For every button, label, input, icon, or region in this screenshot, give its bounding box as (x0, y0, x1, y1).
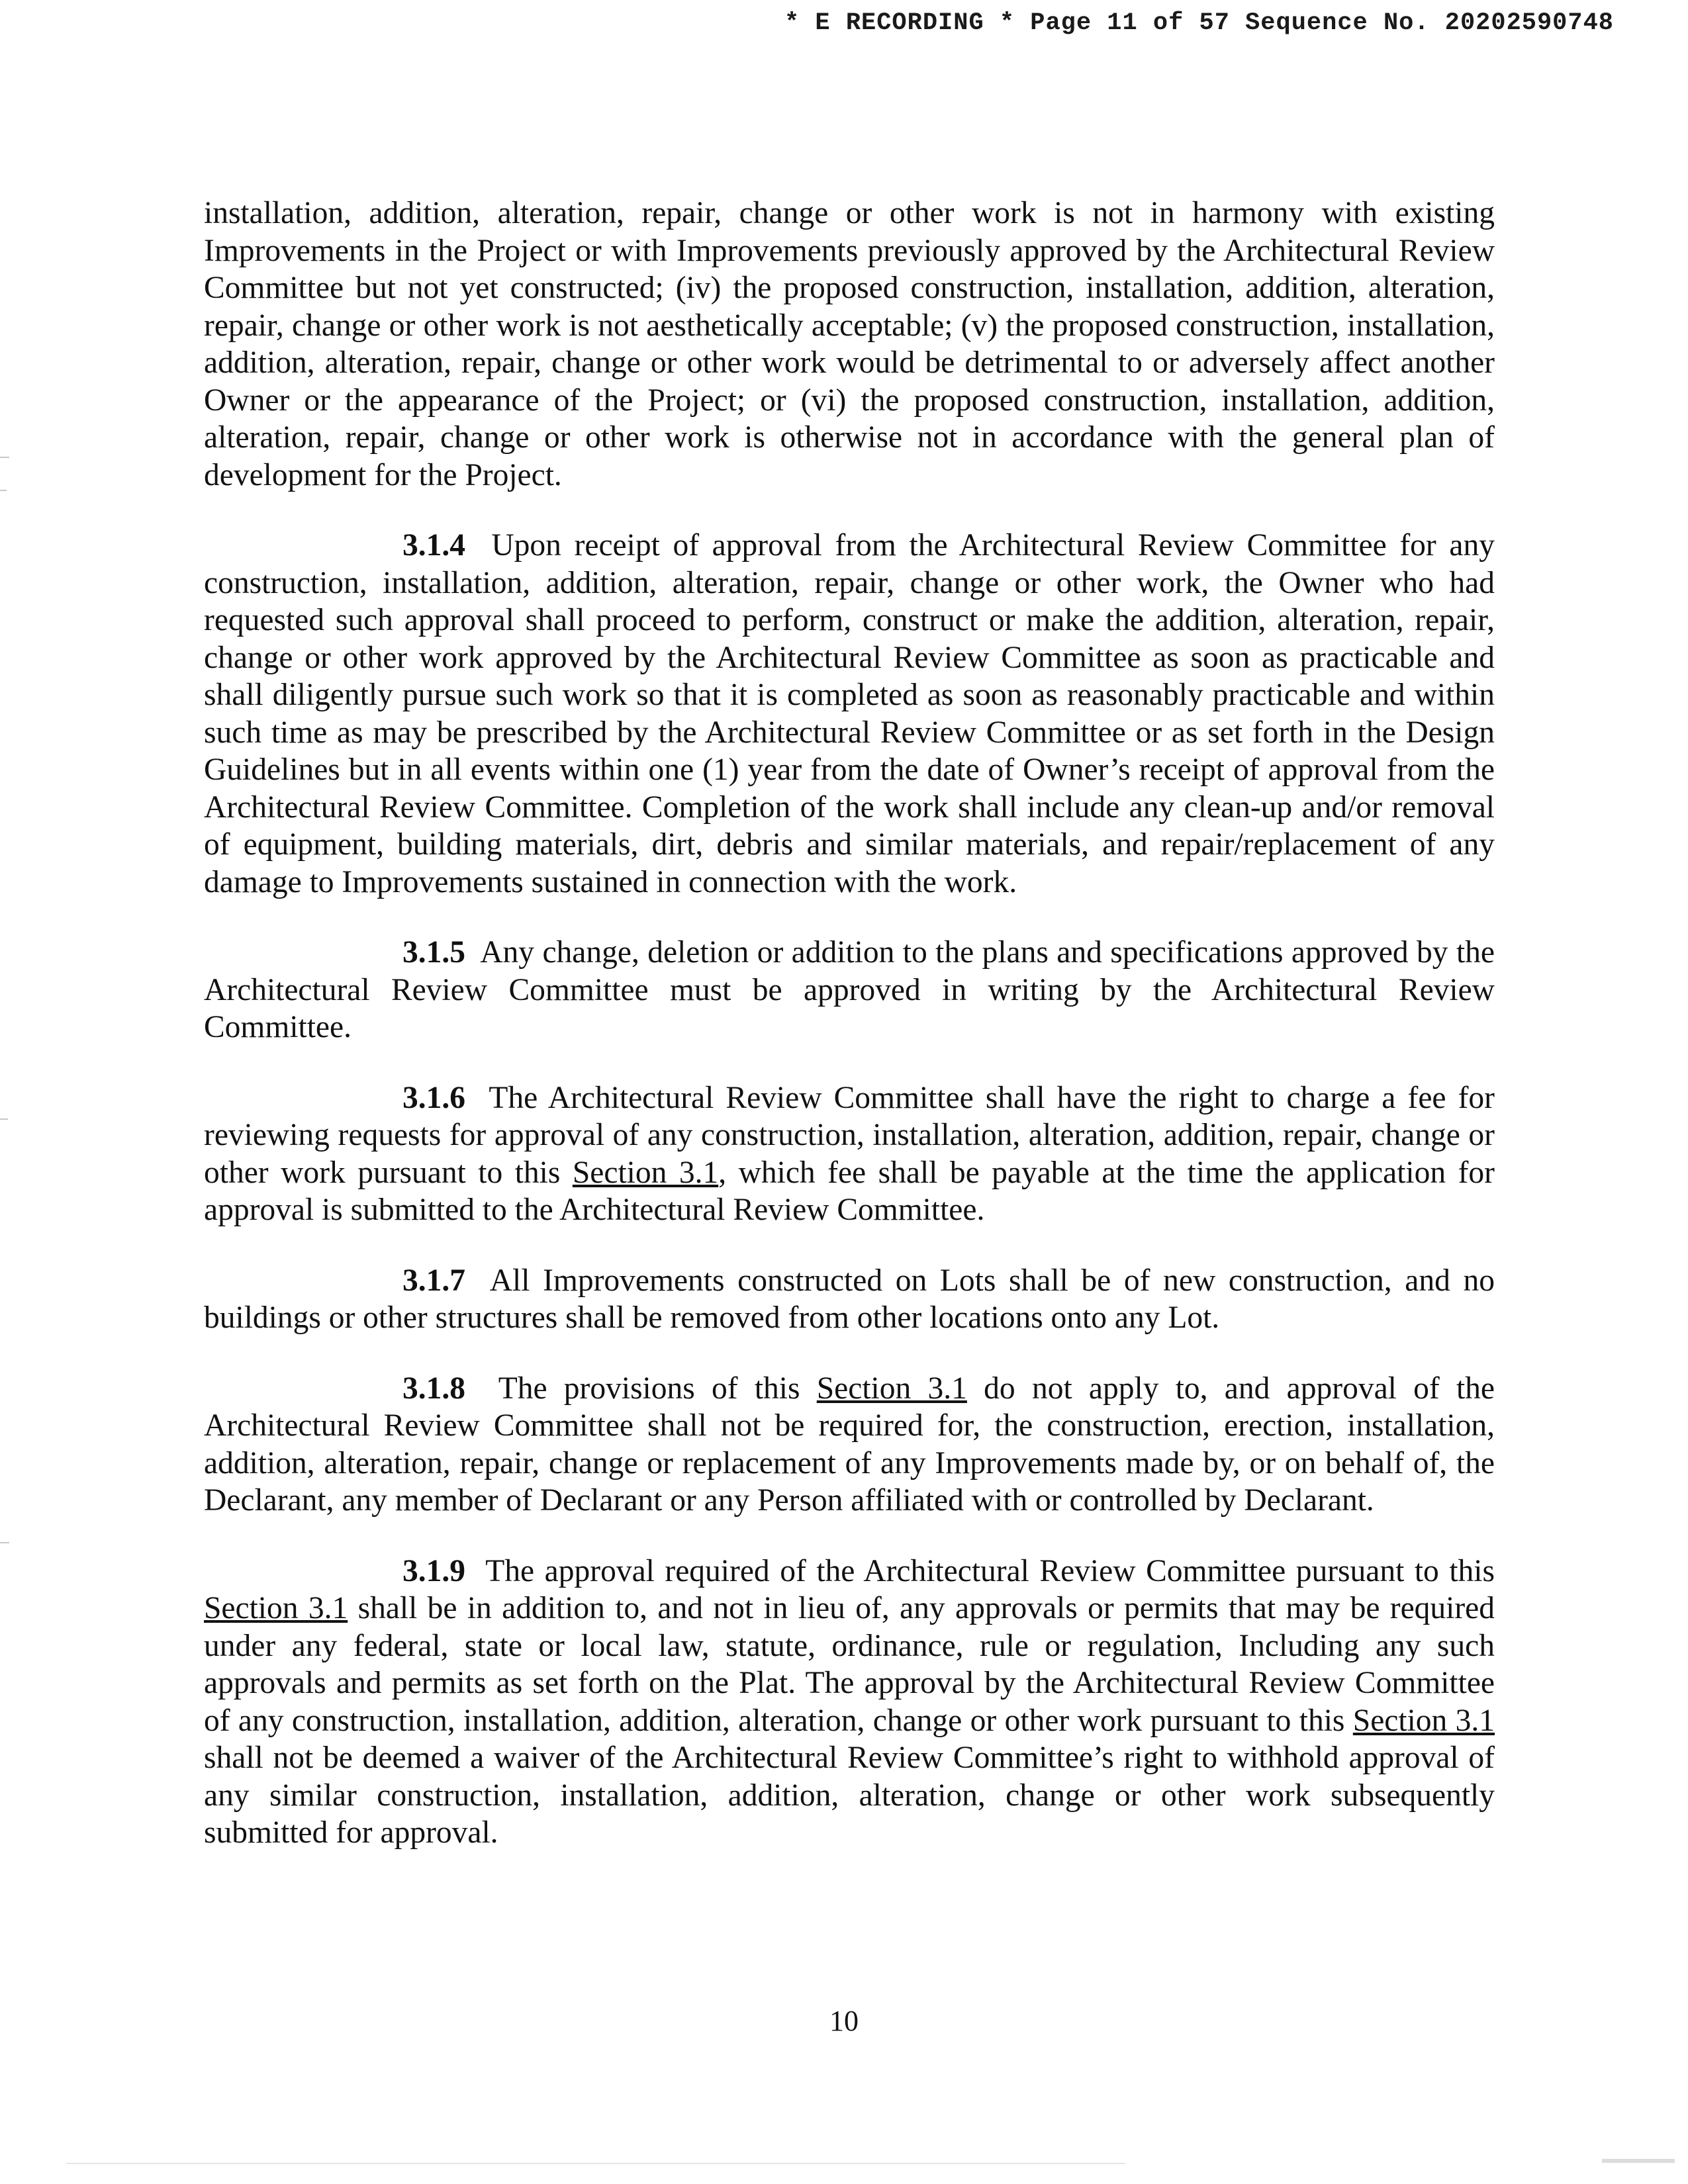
paragraph-3-1-4 (204, 527, 1495, 901)
section-reference: Section 3.1 (572, 1155, 719, 1190)
scan-artifact (1602, 2159, 1675, 2163)
scan-artifact (0, 1542, 9, 1543)
paragraph-3-1-8 (204, 1370, 1495, 1520)
scan-artifact (0, 457, 9, 458)
paragraph-text: Any change, deletion or addition to the plans and specifications approved by the Architectural Review Committee must be approved in writing by the Architectural Review Committee. (204, 935, 1495, 1044)
scan-artifact (0, 490, 7, 491)
paragraph-text: The approval required of the Architectural Review Committee pursuant to this (485, 1553, 1495, 1588)
recording-header: * E RECORDING * Page 11 of 57 Sequence No. 20202590748 (784, 9, 1614, 37)
section-number: 3.1.4 (402, 528, 465, 563)
paragraph-text: All Improvements constructed on Lots shall be of new construction, and no buildings or other structures shall be removed from other locations onto any Lot. (204, 1263, 1495, 1335)
page-number: 10 (829, 2005, 859, 2037)
section-number: 3.1.5 (402, 935, 465, 970)
section-number: 3.1.7 (402, 1263, 465, 1298)
section-number: 3.1.9 (402, 1553, 465, 1588)
section-number: 3.1.8 (402, 1371, 465, 1406)
paragraph-continuation: installation, addition, alteration, repair, change or other work is not in harmony with existing Improvements in the Project or with Improvements previously approved by the Architectural Review Committee but not yet constructed; (iv) the proposed construction, installation, addition, alteration, repair, change or other work is not aesthetically acceptable; (v) the proposed construction, installation, addition, alteration, repair, change or other work would be detrimental to or adversely affect another Owner or the appearance of the Project; or (vi) the proposed construction, installation, addition, alteration, repair, change or other work is otherwise not in accordance with the general plan of development for the Project. (204, 196, 1495, 492)
scan-artifact (0, 1118, 8, 1120)
paragraph-3-1-9 (204, 1553, 1495, 1852)
paragraph-text: shall be in addition to, and not in lieu of, any approvals or permits that may be required under any federal, state or local law, statute, ordinance, rule or regulation, Including any such approvals and permits as set forth on the Plat. The approval by the Architectural Review Committee of any construction, installation, addition, alteration, change or other work pursuant to this (204, 1591, 1495, 1738)
section-number: 3.1.6 (402, 1080, 465, 1115)
paragraph-text: The Architectural Review Committee shall have the right to charge a fee for reviewing requests for approval of any construction, installation, alteration, addition, repair, change or other work pursuant to this (204, 1080, 1495, 1190)
paragraph-text: , which fee shall be payable at the time the application for approval is submitted to the Architectural Review Committee. (204, 1155, 1495, 1227)
section-reference: Section 3.1 (816, 1371, 967, 1406)
paragraph-text: do not apply to, and approval of the Architectural Review Committee shall not be required for, the construction, erection, installation, addition, alteration, repair, change or replacement of any Improvements made by, or on behalf of, the Declarant, any member of Declarant or any Person affiliated with or controlled by Declarant. (204, 1371, 1495, 1518)
paragraph-3-1-6 (204, 1079, 1495, 1229)
paragraph-text: The provisions of this (498, 1371, 800, 1406)
paragraph-text: Upon receipt of approval from the Architectural Review Committee for any construction, installation, addition, alteration, repair, change or other work, the Owner who had requested such approval shall proceed to perform, construct or make the addition, alteration, repair, change or other work approved by the Architectural Review Committee as soon as practicable and shall diligently pursue such work so that it is completed as soon as reasonably practicable and within such time as may be prescribed by the Architectural Review Committee or as set forth in the Design Guidelines but in all events within one (1) year from the date of Owner’s receipt of approval from the Architectural Review Committee. Completion of the work shall include any clean-up and/or removal of equipment, building materials, dirt, debris and similar materials, and repair/replacement of any damage to Improvements sustained in connection with the work. (204, 528, 1495, 899)
scan-artifact (66, 2163, 1125, 2164)
section-reference: Section 3.1 (204, 1591, 348, 1625)
document-body (204, 195, 1495, 1885)
paragraph-3-1-5 (204, 934, 1495, 1046)
paragraph-3-1-7 (204, 1262, 1495, 1337)
paragraph-text: shall not be deemed a waiver of the Architectural Review Committee’s right to withhold approval of any similar construction, installation, addition, alteration, change or other work subsequently submitted for approval. (204, 1741, 1495, 1850)
section-reference: Section 3.1 (1352, 1703, 1495, 1738)
